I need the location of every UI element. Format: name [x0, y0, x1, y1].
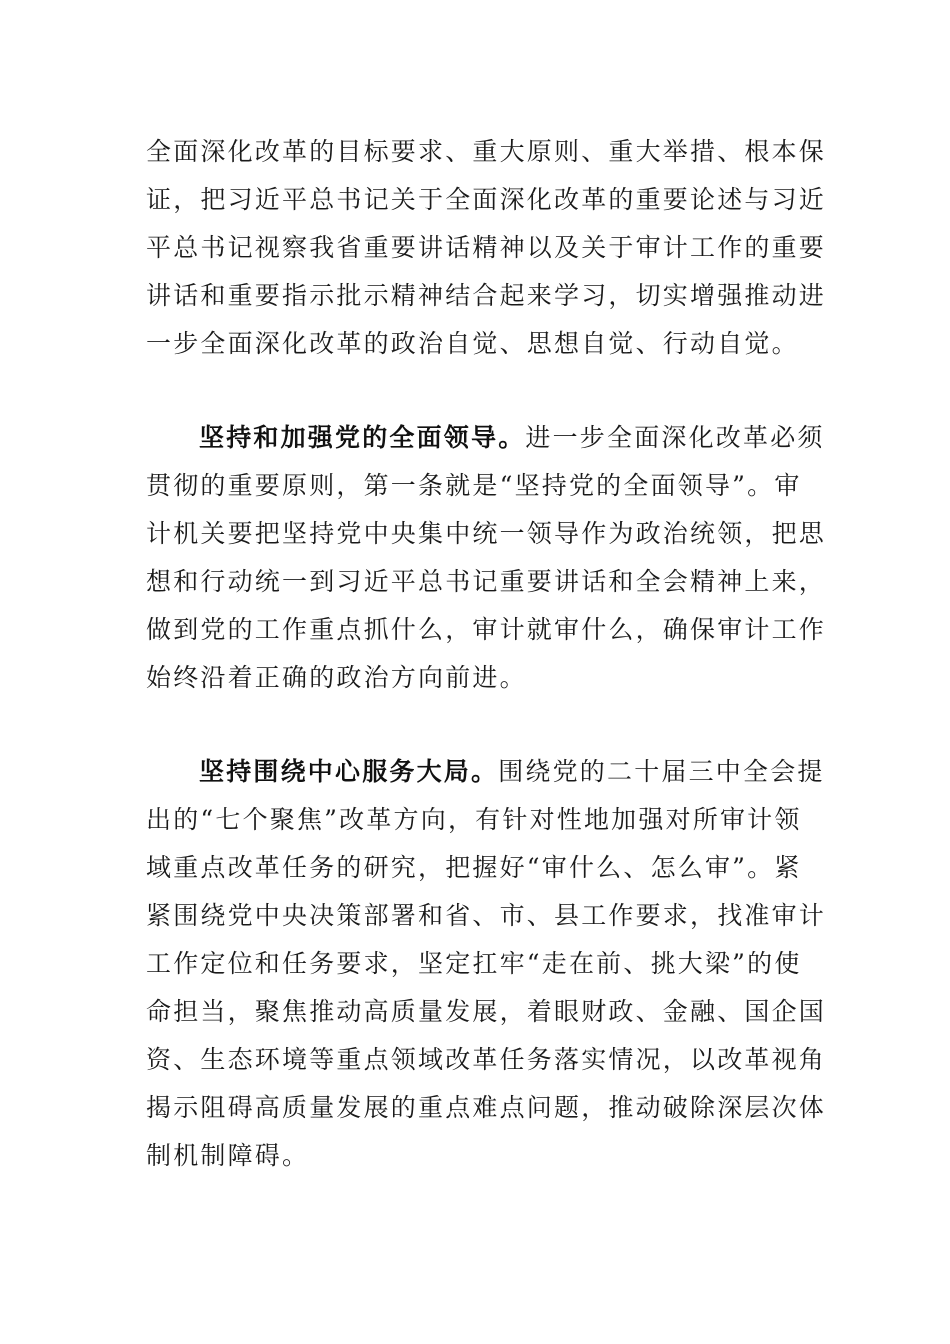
text-line: 贯彻的重要原则，第一条就是“坚持党的全面领导”。审 [146, 471, 802, 500]
text-line: 证，把习近平总书记关于全面深化改革的重要论述与习近 [146, 185, 827, 214]
text-line: 做到党的工作重点抓什么，审计就审什么，确保审计工作 [146, 615, 827, 644]
text-line: 揭示阻碍高质量发展的重点难点问题，推动破除深层次体 [146, 1093, 827, 1122]
text-line: 想和行动统一到习近平总书记重要讲话和全会精神上来， [146, 567, 827, 596]
text-run: 围绕党的二十届三中全会提 [498, 757, 825, 786]
text-line: 紧围绕党中央决策部署和省、市、县工作要求，找准审计 [146, 901, 827, 930]
text-line: 资、生态环境等重点领域改革任务落实情况，以改革视角 [146, 1045, 827, 1074]
text-line: 平总书记视察我省重要讲话精神以及关于审计工作的重要 [146, 233, 827, 262]
text-line: 讲话和重要指示批示精神结合起来学习，切实增强推动进 [146, 281, 827, 310]
paragraph-heading: 坚持和加强党的全面领导。 [199, 423, 526, 452]
text-line: 域重点改革任务的研究，把握好“审什么、怎么审”。紧 [146, 853, 802, 882]
paragraph-party-leadership [146, 414, 827, 702]
paragraph-serve-overall [146, 748, 827, 1180]
text-line: 计机关要把坚持党中央集中统一领导作为政治统领，把思 [146, 519, 827, 548]
paragraph-heading: 坚持围绕中心服务大局。 [199, 757, 499, 786]
paragraph-reform-study [146, 128, 827, 368]
text-line: 始终沿着正确的政治方向前进。 [146, 663, 527, 692]
text-line: 命担当，聚焦推动高质量发展，着眼财政、金融、国企国 [146, 997, 827, 1026]
text-line-first [146, 748, 825, 796]
text-line: 一步全面深化改革的政治自觉、思想自觉、行动自觉。 [146, 329, 799, 358]
text-run: 进一步全面深化改革必须 [525, 423, 825, 452]
text-line: 制机制障碍。 [146, 1141, 310, 1170]
text-line: 出的“七个聚焦”改革方向，有针对性地加强对所审计领 [146, 805, 802, 834]
text-line: 工作定位和任务要求，坚定扛牢“走在前、挑大梁”的使 [146, 949, 802, 978]
text-line: 全面深化改革的目标要求、重大原则、重大举措、根本保 [146, 137, 827, 166]
text-line-first [146, 414, 825, 462]
